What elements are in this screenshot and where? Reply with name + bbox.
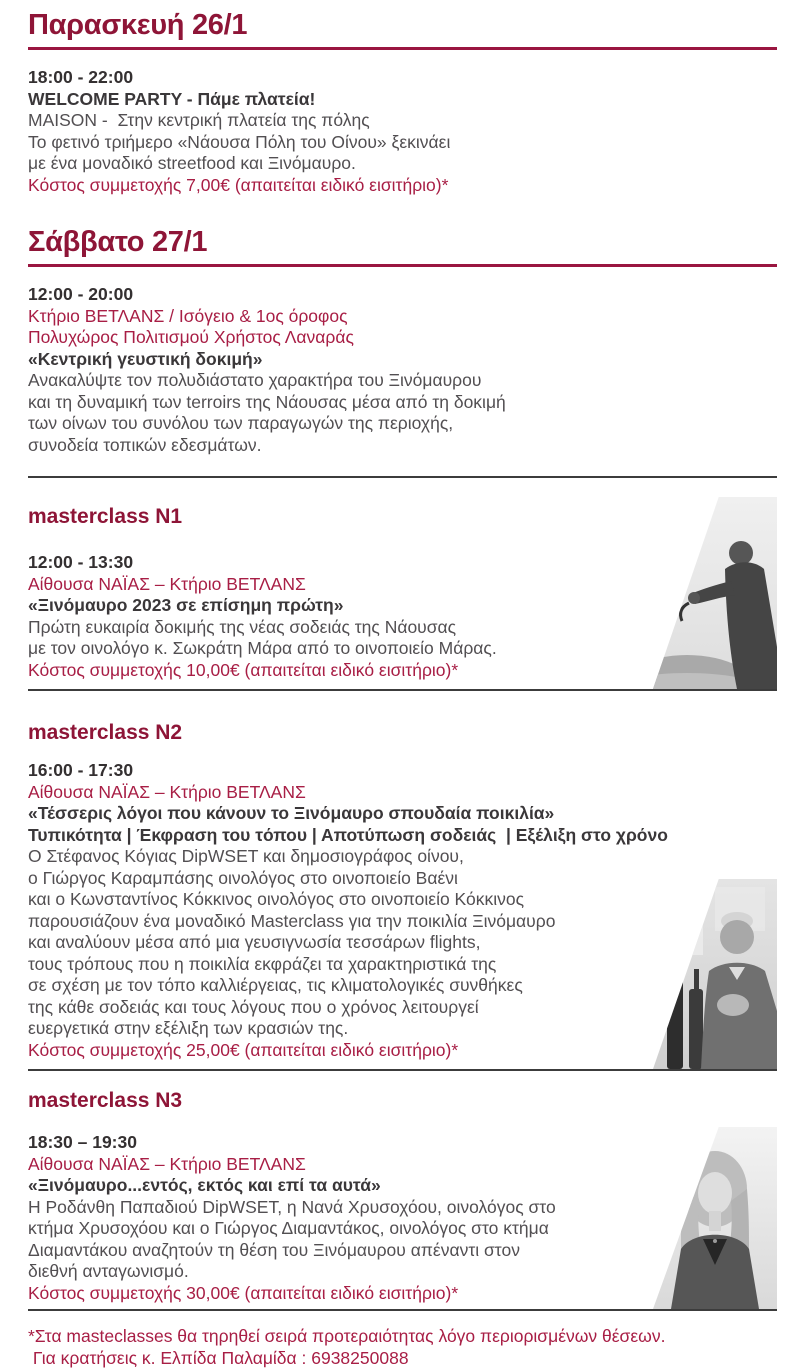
event-description-line: σε σχέση με τον τόπο καλλιέργειας, τις κλιματολογικές συνθήκες	[28, 975, 523, 995]
event-description-line: της κάθε σοδειάς και τους λόγους που ο χρόνος λειτουργεί	[28, 996, 479, 1017]
day-title-friday: Παρασκευή 26/1	[28, 9, 248, 41]
section-masterclass-n3	[28, 1071, 777, 1311]
event-venue-line: Κτήριο ΒΕΤΛΑΝΣ / Ισόγειο & 1ος όροφος	[28, 305, 348, 326]
masterclass-name: masterclass N3	[28, 1089, 183, 1112]
event-description-line: διεθνή ανταγωνισμό.	[28, 1261, 189, 1281]
event-description-line: Ανακαλύψτε τον πολυδιάστατο χαρακτήρα του Ξινόμαυρου	[28, 370, 482, 390]
section-friday	[28, 8, 777, 196]
event-subtitle: Τυπικότητα | Έκφραση του τόπου | Αποτύπωση σοδειάς | Εξέλιξη στο χρόνο	[28, 824, 668, 845]
event-description-line: Ο Στέφανος Κόγιας DipWSET και δημοσιογράφος οίνου,	[28, 846, 464, 866]
event-title: «Τέσσερις λόγοι που κάνουν το Ξινόμαυρο σπουδαία ποικιλία»	[28, 803, 555, 823]
event-description-line: ευεργετικά στην εξέλιξη των κρασιών της.	[28, 1018, 349, 1038]
event-time: 12:00 - 13:30	[28, 552, 134, 572]
event-title: WELCOME PARTY - Πάμε πλατεία!	[28, 88, 316, 109]
event-time: 12:00 - 20:00	[28, 284, 134, 304]
event-time: 16:00 - 17:30	[28, 760, 134, 780]
footer-priority-note: *Στα masteclasses θα τηρηθεί σειρά προτεραιότητας λόγο περιορισμένων θέσεων.	[28, 1326, 666, 1346]
masterclass-name: masterclass N1	[28, 505, 183, 528]
event-description-line: και τη δυναμική των terroirs της Νάουσας μέσα από τη δοκιμή	[28, 391, 506, 412]
event-cost: Κόστος συμμετοχής 7,00€ (απαιτείται ειδικό εισιτήριο)*	[28, 174, 449, 195]
event-description-line: και ο Κωνσταντίνος Κόκκινος οινολόγος στο οινοποιείο Κόκκινος	[28, 889, 525, 909]
event-description-line: Η Ροδάνθη Παπαδιού DipWSET, η Νανά Χρυσοχόου, οινολόγος στο	[28, 1196, 556, 1217]
event-description-line: Το φετινό τριήμερο «Νάουσα Πόλη του Οίνου» ξεκινάει	[28, 131, 451, 152]
event-description-line: και αναλύουν μέσα από μια γευσιγνωσία τεσσάρων flights,	[28, 932, 481, 952]
footer-notes	[28, 1325, 777, 1369]
event-cost: Κόστος συμμετοχής 10,00€ (απαιτείται ειδικό εισιτήριο)*	[28, 659, 459, 680]
event-title: «Ξινόμαυρο 2023 σε επίσημη πρώτη»	[28, 595, 344, 615]
day-header-friday	[28, 8, 777, 50]
event-description-line: με ένα μοναδικό streetfood και Ξινόμαυρο.	[28, 153, 356, 173]
event-time: 18:00 - 22:00	[28, 67, 134, 87]
footer-reservations-contact: Για κρατήσεις κ. Ελπίδα Παλαμίδα : 6938250088	[28, 1348, 409, 1368]
event-time: 18:30 – 19:30	[28, 1132, 137, 1152]
event-description-line: τους τρόπους που η ποικιλία εκφράζει τα χαρακτηριστικά της	[28, 953, 497, 974]
day-title-saturday: Σάββατο 27/1	[28, 226, 208, 258]
event-description-line: παρουσιάζουν ένα μοναδικό Masterclass για την ποικιλία Ξινόμαυρο	[28, 910, 556, 931]
masterclass-name: masterclass N2	[28, 721, 183, 744]
event-description-line: MAISON - Στην κεντρική πλατεία της πόλης	[28, 110, 370, 130]
event-description-line: Διαμαντάκου αναζητούν τη θέση του Ξινόμαυρου απέναντι στον	[28, 1239, 520, 1260]
event-cost: Κόστος συμμετοχής 25,00€ (απαιτείται ειδικό εισιτήριο)*	[28, 1039, 459, 1060]
section-masterclass-n1	[28, 478, 777, 691]
event-description-line: των οίνων του συνόλου των παραγωγών της περιοχής,	[28, 413, 454, 433]
saturday-central-tasting-event	[28, 284, 777, 456]
event-description-line: με τον οινολόγο κ. Σωκράτη Μάρα από το οινοποιείο Μάρας.	[28, 638, 497, 658]
event-description-line: Πρώτη ευκαιρία δοκιμής της νέας σοδειάς της Νάουσας	[28, 616, 457, 637]
event-description-line: ο Γιώργος Καραμπάσης οινολόγος στο οινοποιείο Βαένι	[28, 867, 458, 888]
section-saturday	[28, 225, 777, 456]
event-description-line: κτήμα Χρυσοχόου και ο Γιώργος Διαμαντάκος, οινολόγος στο κτήμα	[28, 1218, 549, 1238]
section-masterclass-n2	[28, 691, 777, 1071]
day-header-saturday	[28, 225, 777, 267]
event-cost: Κόστος συμμετοχής 30,00€ (απαιτείται ειδικό εισιτήριο)*	[28, 1282, 459, 1303]
event-venue-line: Αίθουσα ΝΑΪΑΣ – Κτήριο ΒΕΤΛΑΝΣ	[28, 781, 306, 802]
friday-welcome-party-event	[28, 67, 777, 196]
event-title: «Ξινόμαυρο...εντός, εκτός και επί τα αυτά»	[28, 1175, 381, 1195]
event-title: «Κεντρική γευστική δοκιμή»	[28, 348, 263, 369]
event-venue-line: Αίθουσα ΝΑΪΑΣ – Κτήριο ΒΕΤΛΑΝΣ	[28, 573, 306, 594]
event-description-line: συνοδεία τοπικών εδεσμάτων.	[28, 434, 262, 455]
event-venue-line: Αίθουσα ΝΑΪΑΣ – Κτήριο ΒΕΤΛΑΝΣ	[28, 1153, 306, 1174]
event-venue-line: Πολυχώρος Πολιτισμού Χρήστος Λαναράς	[28, 327, 354, 347]
